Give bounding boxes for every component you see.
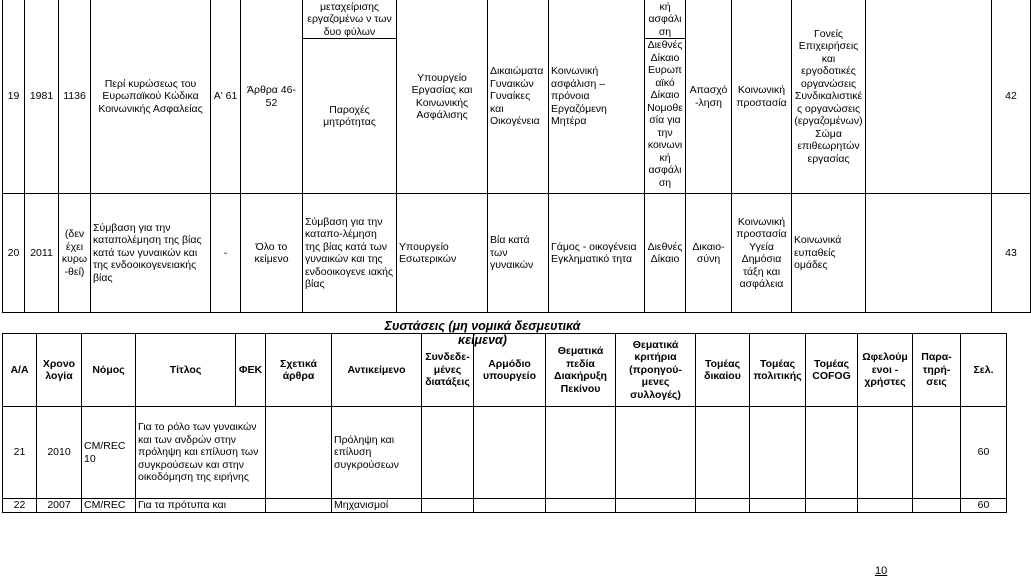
row-page: 42 bbox=[992, 0, 1031, 194]
row-notes bbox=[913, 407, 961, 499]
row-eu-field: Κοινωνική ασφάλιση – πρόνοια Εργαζόμενη Μητέρα bbox=[549, 0, 645, 194]
row-year: 2011 bbox=[25, 194, 59, 313]
row-related bbox=[422, 407, 474, 499]
row-subject: Πρόληψη και επίλυση συγκρούσεων bbox=[332, 407, 422, 499]
row-subject: Μηχανισμοί bbox=[332, 499, 422, 513]
row-beneficiaries bbox=[858, 499, 913, 513]
row-beneficiaries bbox=[858, 407, 913, 499]
row-aa: 22 bbox=[3, 499, 37, 513]
row-justice bbox=[696, 407, 750, 499]
page-number: 10 bbox=[875, 565, 888, 577]
row-title: Για το ρόλο των γυναικών και των ανδρών στην πρόληψη και επίλυση των συγκρούσεων και στην οικοδόμηση της ειρήνης bbox=[136, 407, 266, 499]
recommendations-table bbox=[2, 333, 1007, 513]
row-criteria: Διεθνές Δίκαιο Ευρωπ αϊκό Δίκαιο Νομοθε σία για την κοινωνι κή ασφάλι ση bbox=[645, 39, 686, 194]
header-ministry: Αρμόδιο υπουργείο bbox=[474, 334, 546, 407]
row-year: 2007 bbox=[37, 499, 82, 513]
row-criteria-cont: κή ασφάλι ση bbox=[645, 0, 686, 39]
row-ministry bbox=[474, 407, 546, 499]
row-criteria bbox=[616, 407, 696, 499]
row-criteria bbox=[616, 499, 696, 513]
row-title: Περί κυρώσεως του Ευρωπαϊκού Κώδικα Κοινωνικής Ασφαλείας bbox=[91, 0, 211, 194]
row-page: 43 bbox=[992, 194, 1031, 313]
row-area: Δικαιώματα Γυναικών Γυναίκες και Οικογένεια bbox=[488, 0, 549, 194]
row-cofog: Κοινωνικά ευπαθείς ομάδες bbox=[792, 194, 866, 313]
header-fek: ΦΕΚ bbox=[236, 334, 266, 407]
conventions-table bbox=[2, 0, 1031, 313]
row-articles bbox=[266, 407, 332, 499]
row-law: CM/REC bbox=[82, 499, 136, 513]
row-ministry: Υπουργείο Εργασίας και Κοινωνικής Ασφάλισης bbox=[397, 0, 488, 194]
row-related bbox=[422, 499, 474, 513]
row-year: 2010 bbox=[37, 407, 82, 499]
row-field bbox=[546, 499, 616, 513]
row-justice: Απασχό-ληση bbox=[686, 0, 732, 194]
row-year: 1981 bbox=[25, 0, 59, 194]
row-policy: Κοινωνική προστασία bbox=[732, 0, 792, 194]
row-subject: Παροχές μητρότητας bbox=[303, 39, 397, 194]
row-title: Για τα πρότυπα και bbox=[136, 499, 266, 513]
header-page: Σελ. bbox=[961, 334, 1007, 407]
row-eu-field: Γάμος - οικογένεια Εγκληματικό τητα bbox=[549, 194, 645, 313]
row-area: Βία κατά των γυναικών bbox=[488, 194, 549, 313]
row-notes bbox=[913, 499, 961, 513]
row-aa: 21 bbox=[3, 407, 37, 499]
header-law: Νόμος bbox=[82, 334, 136, 407]
header-policy: Τομέας πολιτικής bbox=[750, 334, 806, 407]
row-subject-cont: μεταχείρισης εργαζομένω ν των δυο φύλων bbox=[303, 0, 397, 39]
row-subject: Σύμβαση για την καταπο-λέμηση της βίας κατά των γυναικών και της ενδοοικογενε ιακής βίας bbox=[303, 194, 397, 313]
row-aa: 19 bbox=[3, 0, 25, 194]
row-ministry bbox=[474, 499, 546, 513]
header-articles: Σχετικά άρθρα bbox=[266, 334, 332, 407]
header-field: Θεματικά πεδία Διακήρυξη Πεκίνου bbox=[546, 334, 616, 407]
row-title: Σύμβαση για την καταπολέμηση της βίας κατά των γυναικών και της ενδοοικογενειακής βίας bbox=[91, 194, 211, 313]
row-articles: Άρθρα 46-52 bbox=[241, 0, 303, 194]
row-fek: - bbox=[211, 194, 241, 313]
row-law: 1136 bbox=[59, 0, 91, 194]
row-empty bbox=[866, 0, 992, 194]
row-law: (δεν έχει κυρω-θεί) bbox=[59, 194, 91, 313]
header-aa: Α/Α bbox=[3, 334, 37, 407]
row-justice bbox=[696, 499, 750, 513]
header-notes: Παρα-τηρή-σεις bbox=[913, 334, 961, 407]
row-justice: Δικαιο-σύνη bbox=[686, 194, 732, 313]
row-field bbox=[546, 407, 616, 499]
header-justice: Τομέας δικαίου bbox=[696, 334, 750, 407]
row-policy: Κοινωνική προστασία Υγεία Δημόσια τάξη και ασφάλεια bbox=[732, 194, 792, 313]
row-ministry: Υπουργείο Εσωτερικών bbox=[397, 194, 488, 313]
header-related: Συνδεδε-μένες διατάξεις bbox=[422, 334, 474, 407]
row-law: CM/REC 10 bbox=[82, 407, 136, 499]
row-articles bbox=[266, 499, 332, 513]
row-empty bbox=[866, 194, 992, 313]
row-cofog bbox=[806, 499, 858, 513]
row-articles: Όλο το κείμενο bbox=[241, 194, 303, 313]
header-subject: Αντικείμενο bbox=[332, 334, 422, 407]
section-heading: Συστάσεις (μη νομικά δεσμευτικά κείμενα) bbox=[384, 319, 581, 347]
row-cofog bbox=[806, 407, 858, 499]
row-page: 60 bbox=[961, 407, 1007, 499]
row-criteria: Διεθνές Δίκαιο bbox=[645, 194, 686, 313]
header-beneficiaries: Ωφελούμ ενοι - χρήστες bbox=[858, 334, 913, 407]
header-title: Τίτλος bbox=[136, 334, 236, 407]
header-year: Χρονο λογία bbox=[37, 334, 82, 407]
row-aa: 20 bbox=[3, 194, 25, 313]
row-cofog: Γονείς Επιχειρήσεις και εργοδοτικές οργανώσεις Συνδικαλιστικές οργανώσεις (εργαζομένων) Σώμα επιθεωρητών εργασίας bbox=[792, 0, 866, 194]
header-cofog: Τομέας COFOG bbox=[806, 334, 858, 407]
row-page: 60 bbox=[961, 499, 1007, 513]
header-criteria: Θεματικά κριτήρια (προηγού-μενες συλλογές) bbox=[616, 334, 696, 407]
row-fek: Α' 61 bbox=[211, 0, 241, 194]
row-policy bbox=[750, 499, 806, 513]
row-policy bbox=[750, 407, 806, 499]
